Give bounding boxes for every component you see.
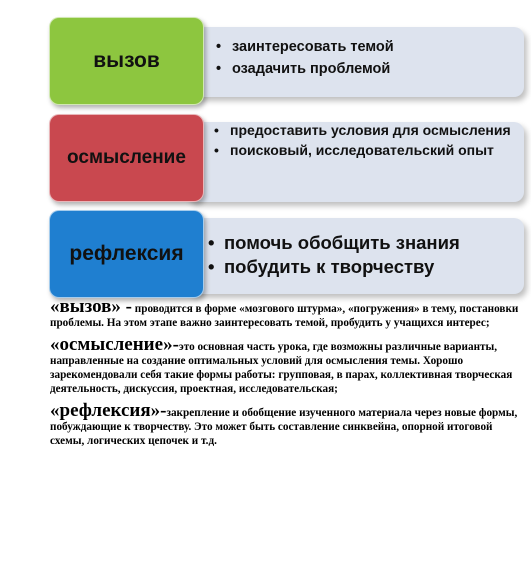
- stage-1-box: [49, 17, 204, 105]
- stage-3-label: рефлексия: [69, 242, 184, 265]
- paragraph-refleksiya: [50, 400, 520, 448]
- stage-1-bullet-2: • озадачить проблемой: [216, 61, 524, 78]
- stage-3-details: [186, 218, 524, 294]
- stage-2-bullet-1: • предоставить условия для осмысления: [214, 122, 524, 138]
- term-vyzov: «вызов» -: [50, 296, 132, 317]
- term-osmyslenie: «осмысление»-: [50, 334, 179, 355]
- term-refleksiya: «рефлексия»-: [50, 400, 167, 421]
- stage-2-box: [49, 114, 204, 202]
- body-osmyslenie: это основная часть урока, где возможны различные варианты, направленные на создание оптимальных условий для осмысления темы. Хорошо зарекомендовали себя такие формы работы: групповая, в парах, коллективная творческая деятельность, дискуссия, проектная, исследовательская;: [50, 341, 513, 395]
- body-refleksiya: закрепление и обобщение изученного материала через новые формы, побуждающие к творчеству. Это может быть составление синквейна, опорной итоговой схемы, логических цепочек и т.д.: [50, 407, 518, 447]
- stage-3-box: [49, 210, 204, 298]
- paragraph-osmyslenie: [50, 334, 520, 396]
- stage-2-bullet-2: • поисковый, исследовательский опыт: [214, 142, 524, 158]
- paragraph-vyzov: [50, 296, 520, 330]
- stage-1-bullet-1: • заинтересовать темой: [216, 39, 524, 56]
- stage-2-label: осмысление: [67, 147, 186, 168]
- stage-1-label: вызов: [93, 49, 160, 72]
- stage-3-bullet-1: • помочь обобщить знания: [208, 232, 524, 253]
- body-vyzov: проводится в форме «мозгового штурма», «погружения» в тему, постановки проблемы. На этом этапе важно заинтересовать темой, пробудить у учащихся интерес;: [50, 303, 519, 329]
- stage-3-bullet-2: • побудить к творчеству: [208, 256, 524, 277]
- stage-1-details: [186, 27, 524, 97]
- stage-2-details: [186, 122, 524, 202]
- description-text: [50, 296, 520, 456]
